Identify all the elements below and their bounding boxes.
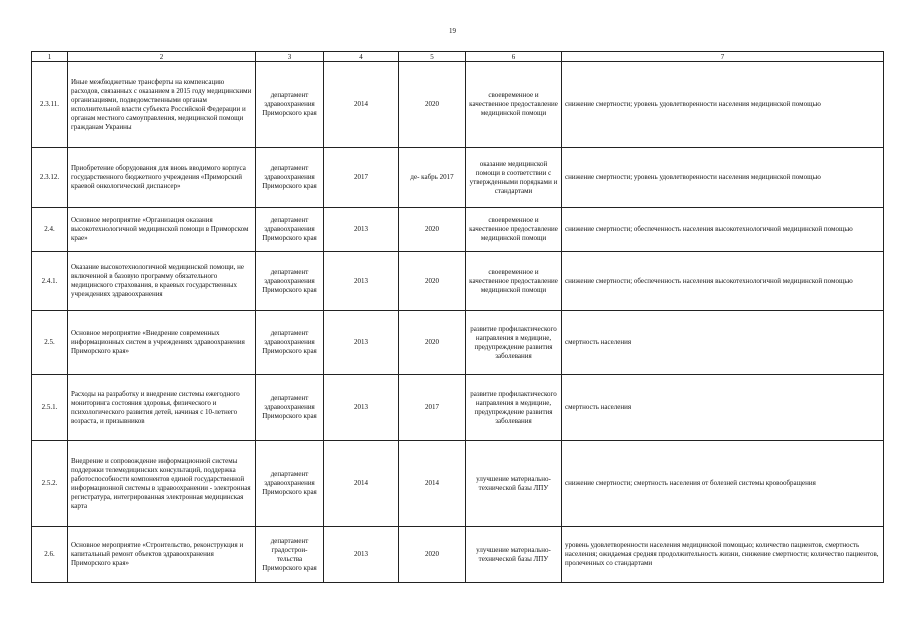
expected-result: развитие профилактического направления в медицине, предупреждение развития заболевания (466, 311, 562, 375)
indicators: снижение смертности; обеспеченность населения высокотехнологичной медицинской помощью (562, 252, 884, 311)
activity-name: Основное мероприятие «Строительство, реконструкция и капитальный ремонт объектов здравоохранения Приморского края» (68, 527, 256, 583)
row-number: 2.4. (32, 208, 68, 252)
column-header: 1 (32, 52, 68, 62)
start-year: 2013 (324, 252, 399, 311)
program-activities-table (31, 51, 884, 583)
start-year: 2013 (324, 375, 399, 441)
activity-name: Основное мероприятие «Внедрение современных информационных систем в учреждениях здравоохранения Приморского края» (68, 311, 256, 375)
activity-name: Иные межбюджетные трансферты на компенсацию расходов, связанных с оказанием в 2015 году медицинскими организациями, подведомственными органам исполнительной власти субъекта Российской Федерации и органам местного самоуправления, медицинской помощи гражданам Украины (68, 62, 256, 148)
start-year: 2013 (324, 208, 399, 252)
column-header: 7 (562, 52, 884, 62)
row-number: 2.3.11. (32, 62, 68, 148)
expected-result: улучшение материально-технической базы ЛПУ (466, 527, 562, 583)
executor: департамент здравоохранения Приморского края (256, 208, 324, 252)
row-number: 2.4.1. (32, 252, 68, 311)
indicators: смертность населения (562, 375, 884, 441)
executor: департамент здравоохранения Приморского края (256, 148, 324, 208)
end-year: 2020 (399, 208, 466, 252)
start-year: 2014 (324, 441, 399, 527)
executor: департамент здравоохранения Приморского края (256, 62, 324, 148)
indicators: снижение смертности; уровень удовлетворенности населения медицинской помощью (562, 62, 884, 148)
executor: департамент здравоохранения Приморского края (256, 252, 324, 311)
table-row (32, 208, 884, 252)
column-header: 3 (256, 52, 324, 62)
activity-name: Оказание высокотехнологичной медицинской помощи, не включенной в базовую программу обязательного медицинского страхования, в краевых государственных учреждениях здравоохранения (68, 252, 256, 311)
expected-result: улучшение материально-технической базы ЛПУ (466, 441, 562, 527)
activity-name: Расходы на разработку и внедрение системы ежегодного мониторинга состояния здоровья, физического и психологического развития детей, начиная с 10-летнего возраста, и призывников (68, 375, 256, 441)
row-number: 2.6. (32, 527, 68, 583)
table-row (32, 527, 884, 583)
end-year: 2014 (399, 441, 466, 527)
table-row (32, 375, 884, 441)
start-year: 2013 (324, 527, 399, 583)
expected-result: оказание медицинской помощи в соответствии с утвержденными порядками и стандартами (466, 148, 562, 208)
executor: департамент здравоохранения Приморского края (256, 441, 324, 527)
start-year: 2014 (324, 62, 399, 148)
row-number: 2.5. (32, 311, 68, 375)
end-year: 2020 (399, 62, 466, 148)
expected-result: своевременное и качественное предоставление медицинской помощи (466, 252, 562, 311)
table-row (32, 252, 884, 311)
executor: департамент градострои-тельства Приморского края (256, 527, 324, 583)
expected-result: развитие профилактического направления в медицине, предупреждение развития заболевания (466, 375, 562, 441)
expected-result: своевременное и качественное предоставление медицинской помощи (466, 62, 562, 148)
column-header: 2 (68, 52, 256, 62)
indicators: уровень удовлетворенности населения медицинской помощью; количество пациентов, смертность населения; ожидаемая средняя продолжительность жизни, снижение смертности; количество пациентов, пролеченных со стандартами (562, 527, 884, 583)
end-year: 2020 (399, 311, 466, 375)
column-header: 5 (399, 52, 466, 62)
table-row (32, 311, 884, 375)
executor: департамент здравоохранения Приморского края (256, 375, 324, 441)
executor: департамент здравоохранения Приморского края (256, 311, 324, 375)
activity-name: Внедрение и сопровождение информационной системы поддержки телемедицинских консультаций, поддержка работоспособности компонентов единой государственной информационной системы в здравоохранении - электронная регистратура, интегрированная электронная медицинская карта (68, 441, 256, 527)
column-number-row (32, 52, 884, 62)
expected-result: своевременное и качественное предоставление медицинской помощи (466, 208, 562, 252)
indicators: смертность населения (562, 311, 884, 375)
start-year: 2013 (324, 311, 399, 375)
indicators: снижение смертности; уровень удовлетворенности населения медицинской помощью (562, 148, 884, 208)
column-header: 6 (466, 52, 562, 62)
end-year: де- кабрь 2017 (399, 148, 466, 208)
table-row (32, 148, 884, 208)
end-year: 2020 (399, 252, 466, 311)
activity-name: Приобретение оборудования для вновь вводимого корпуса государственного бюджетного учреждения «Приморский краевой онкологический диспансер» (68, 148, 256, 208)
column-header: 4 (324, 52, 399, 62)
end-year: 2017 (399, 375, 466, 441)
row-number: 2.5.1. (32, 375, 68, 441)
table-row (32, 62, 884, 148)
indicators: снижение смертности; смертность населения от болезней системы кровообращения (562, 441, 884, 527)
row-number: 2.3.12. (32, 148, 68, 208)
row-number: 2.5.2. (32, 441, 68, 527)
page-number: 19 (449, 27, 456, 35)
activity-name: Основное мероприятие «Организация оказания высокотехнологичной медицинской помощи в Приморском крае» (68, 208, 256, 252)
table-row (32, 441, 884, 527)
end-year: 2020 (399, 527, 466, 583)
start-year: 2017 (324, 148, 399, 208)
indicators: снижение смертности; обеспеченность населения высокотехнологичной медицинской помощью (562, 208, 884, 252)
